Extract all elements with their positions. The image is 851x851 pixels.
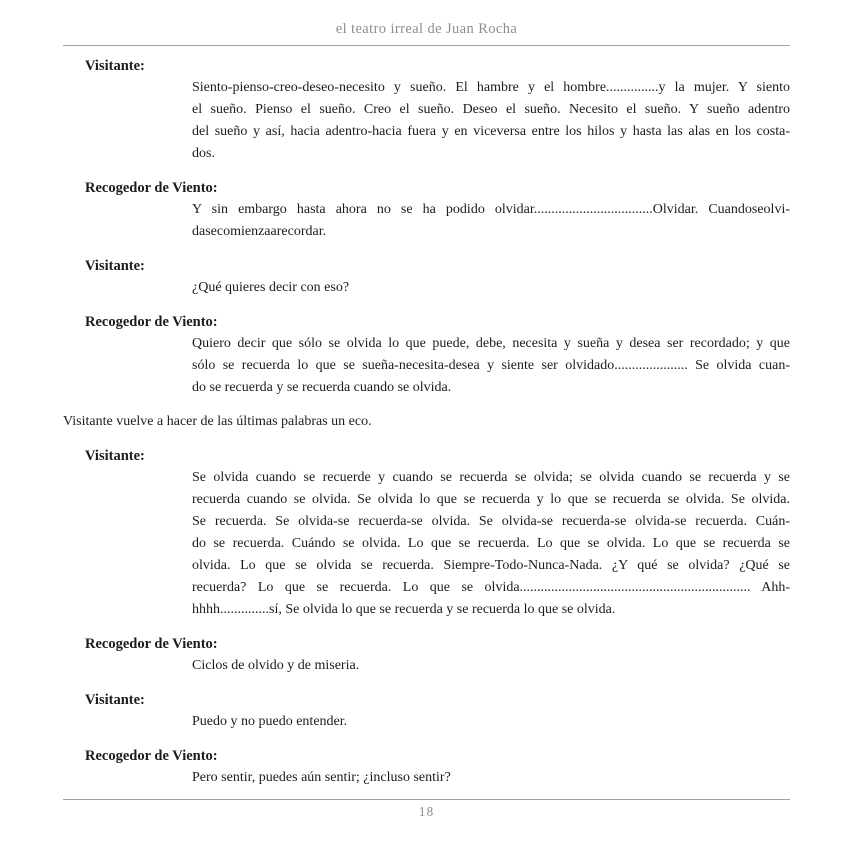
dialogue-line: do se recuerda. Cuándo se olvida. Lo que se recuerda. Lo que se olvida. Lo que se recuerda se	[192, 536, 790, 551]
dialogue-line: recuerda cuando se olvida. Se olvida lo que se recuerda y lo que se recuerda se olvida. Se olvida.	[192, 492, 790, 507]
speaker-name: Recogedor de Viento:	[85, 748, 218, 764]
speaker-name: Recogedor de Viento:	[85, 636, 218, 652]
dialogue-line: recuerda? Lo que se recuerda. Lo que se olvida.................................................................. Ahh-	[192, 580, 790, 595]
speaker-name: Visitante:	[85, 258, 145, 274]
dialogue-line: Puedo y no puedo entender.	[192, 714, 348, 729]
dialogue-line: Ciclos de olvido y de miseria.	[192, 658, 360, 673]
speech-block	[63, 445, 790, 621]
speech-block	[63, 311, 790, 399]
dialogue-line: Siento-pienso-creo-deseo-necesito y sueño. El hambre y el hombre...............y la mujer. Y siento	[192, 80, 790, 95]
speech-block	[63, 745, 790, 789]
dialogue-line: hhhh..............sí, Se olvida lo que se recuerda y se recuerda lo que se olvida.	[192, 602, 616, 617]
stage-direction: Visitante vuelve a hacer de las últimas palabras un eco.	[63, 414, 372, 429]
speaker-name: Recogedor de Viento:	[85, 314, 218, 330]
dialogue-line: Quiero decir que sólo se olvida lo que puede, debe, necesita y sueña y desea ser recordado; y que	[192, 336, 790, 351]
dialogue	[63, 46, 790, 801]
speech-block	[63, 177, 790, 243]
speech-block	[63, 689, 790, 733]
speaker-name: Visitante:	[85, 692, 145, 708]
dialogue-line: el sueño. Pienso el sueño. Creo el sueño. Deseo el sueño. Necesito el sueño. Y sueño adentro	[192, 102, 790, 117]
dialogue-line: ¿Qué quieres decir con eso?	[192, 280, 350, 295]
speaker-name: Recogedor de Viento:	[85, 180, 218, 196]
dialogue-line: del sueño y así, hacia adentro-hacia fuera y en viceversa entre los hilos y hasta las alas en los costa-	[192, 124, 790, 139]
speech-block	[63, 255, 790, 299]
dialogue-line: Y sin embargo hasta ahora no se ha podido olvidar..................................Olvidar. Cuandoseolvi-	[192, 202, 790, 217]
dialogue-line: olvida. Lo que se olvida se recuerda. Siempre-Todo-Nunca-Nada. ¿Y qué se olvida? ¿Qué se	[192, 558, 790, 573]
speech-block	[63, 633, 790, 677]
speech-block	[63, 55, 790, 165]
dialogue-line: Pero sentir, puedes aún sentir; ¿incluso sentir?	[192, 770, 451, 785]
dialogue-line: Se recuerda. Se olvida-se recuerda-se olvida. Se olvida-se recuerda-se olvida-se recuerda. Cuán-	[192, 514, 790, 529]
dialogue-line: do se recuerda y se recuerda cuando se olvida.	[192, 380, 452, 395]
dialogue-line: dasecomienzaarecordar.	[192, 224, 327, 239]
dialogue-line: Se olvida cuando se recuerde y cuando se recuerda se olvida; se olvida cuando se recuerda y se	[192, 470, 790, 485]
page-number: 18	[418, 804, 435, 819]
speaker-name: Visitante:	[85, 448, 145, 464]
page-header	[63, 0, 790, 46]
page-footer	[63, 799, 790, 821]
running-title: el teatro irreal de Juan Rocha	[335, 21, 518, 37]
dialogue-line: dos.	[192, 146, 215, 161]
speaker-name: Visitante:	[85, 58, 145, 74]
dialogue-line: sólo se recuerda lo que se sueña-necesita-desea y siente ser olvidado..................... Se olvida cuan-	[192, 358, 790, 373]
